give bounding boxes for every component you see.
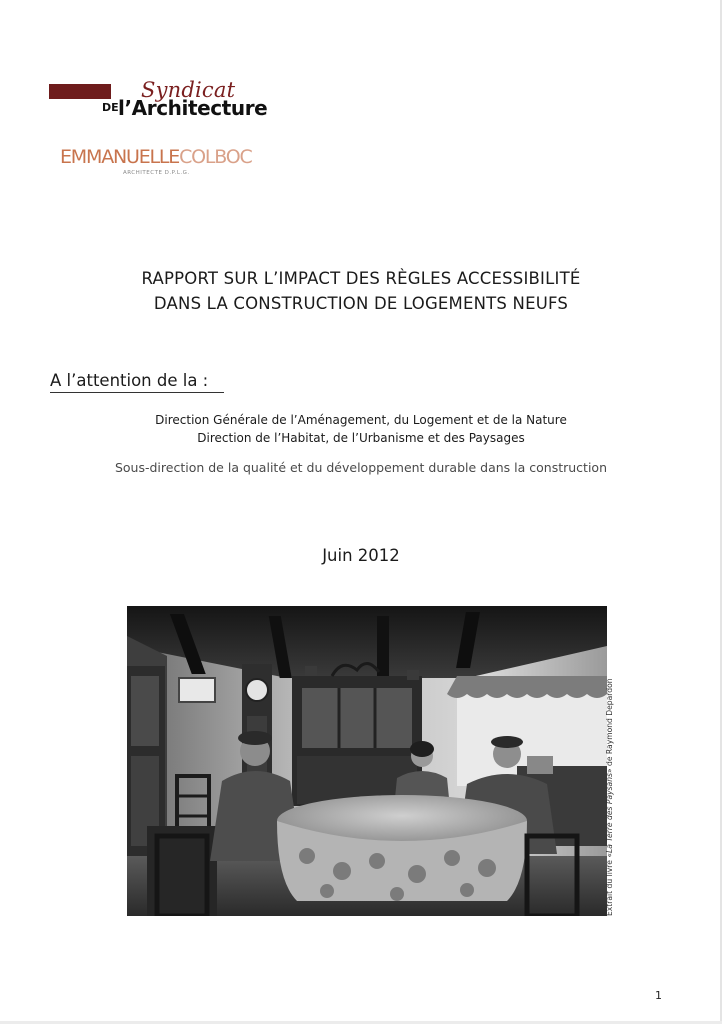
logo-de-text: DE	[102, 101, 119, 114]
attention-underline	[50, 392, 224, 393]
recipient-line-2: Direction de l’Habitat, de l’Urbanisme et des Paysages	[197, 431, 525, 445]
colboc-first-name: EMMANUELLE	[60, 146, 180, 168]
logo-architecture-text: l’Architecture	[118, 96, 268, 120]
title-line-1: RAPPORT SUR L’IMPACT DES RÈGLES ACCESSIBILITÉ	[141, 269, 581, 288]
colboc-name	[60, 146, 252, 168]
logo-red-bar	[49, 84, 111, 99]
recipient-line-1: Direction Générale de l’Aménagement, du Logement et de la Nature	[155, 413, 567, 427]
page-number: 1	[655, 989, 662, 1002]
attention-heading: A l’attention de la :	[50, 371, 209, 390]
logo-syndicat-text: Syndicat	[141, 78, 236, 102]
cover-photograph	[127, 606, 607, 916]
subdirection: Sous-direction de la qualité et du développement durable dans la construction	[114, 460, 608, 475]
recipients	[0, 411, 722, 447]
credit-suffix: » de Raymond Depardon	[605, 678, 614, 774]
credit-book-title: La Terre des Paysans	[605, 773, 614, 853]
document-date: Juin 2012	[322, 546, 400, 565]
document-title	[0, 266, 722, 316]
syndicat-architecture-logo	[49, 78, 289, 124]
emmanuelle-colboc-logo	[60, 146, 300, 180]
colboc-last-name: COLBOC	[179, 146, 252, 168]
colboc-subtitle: ARCHITECTE D.P.L.G.	[123, 170, 190, 176]
title-line-2: DANS LA CONSTRUCTION DE LOGEMENTS NEUFS	[153, 294, 569, 313]
credit-prefix: Extrait du livre «	[605, 853, 614, 916]
photo-credit	[604, 616, 616, 916]
farmhouse-interior-image	[127, 606, 607, 916]
